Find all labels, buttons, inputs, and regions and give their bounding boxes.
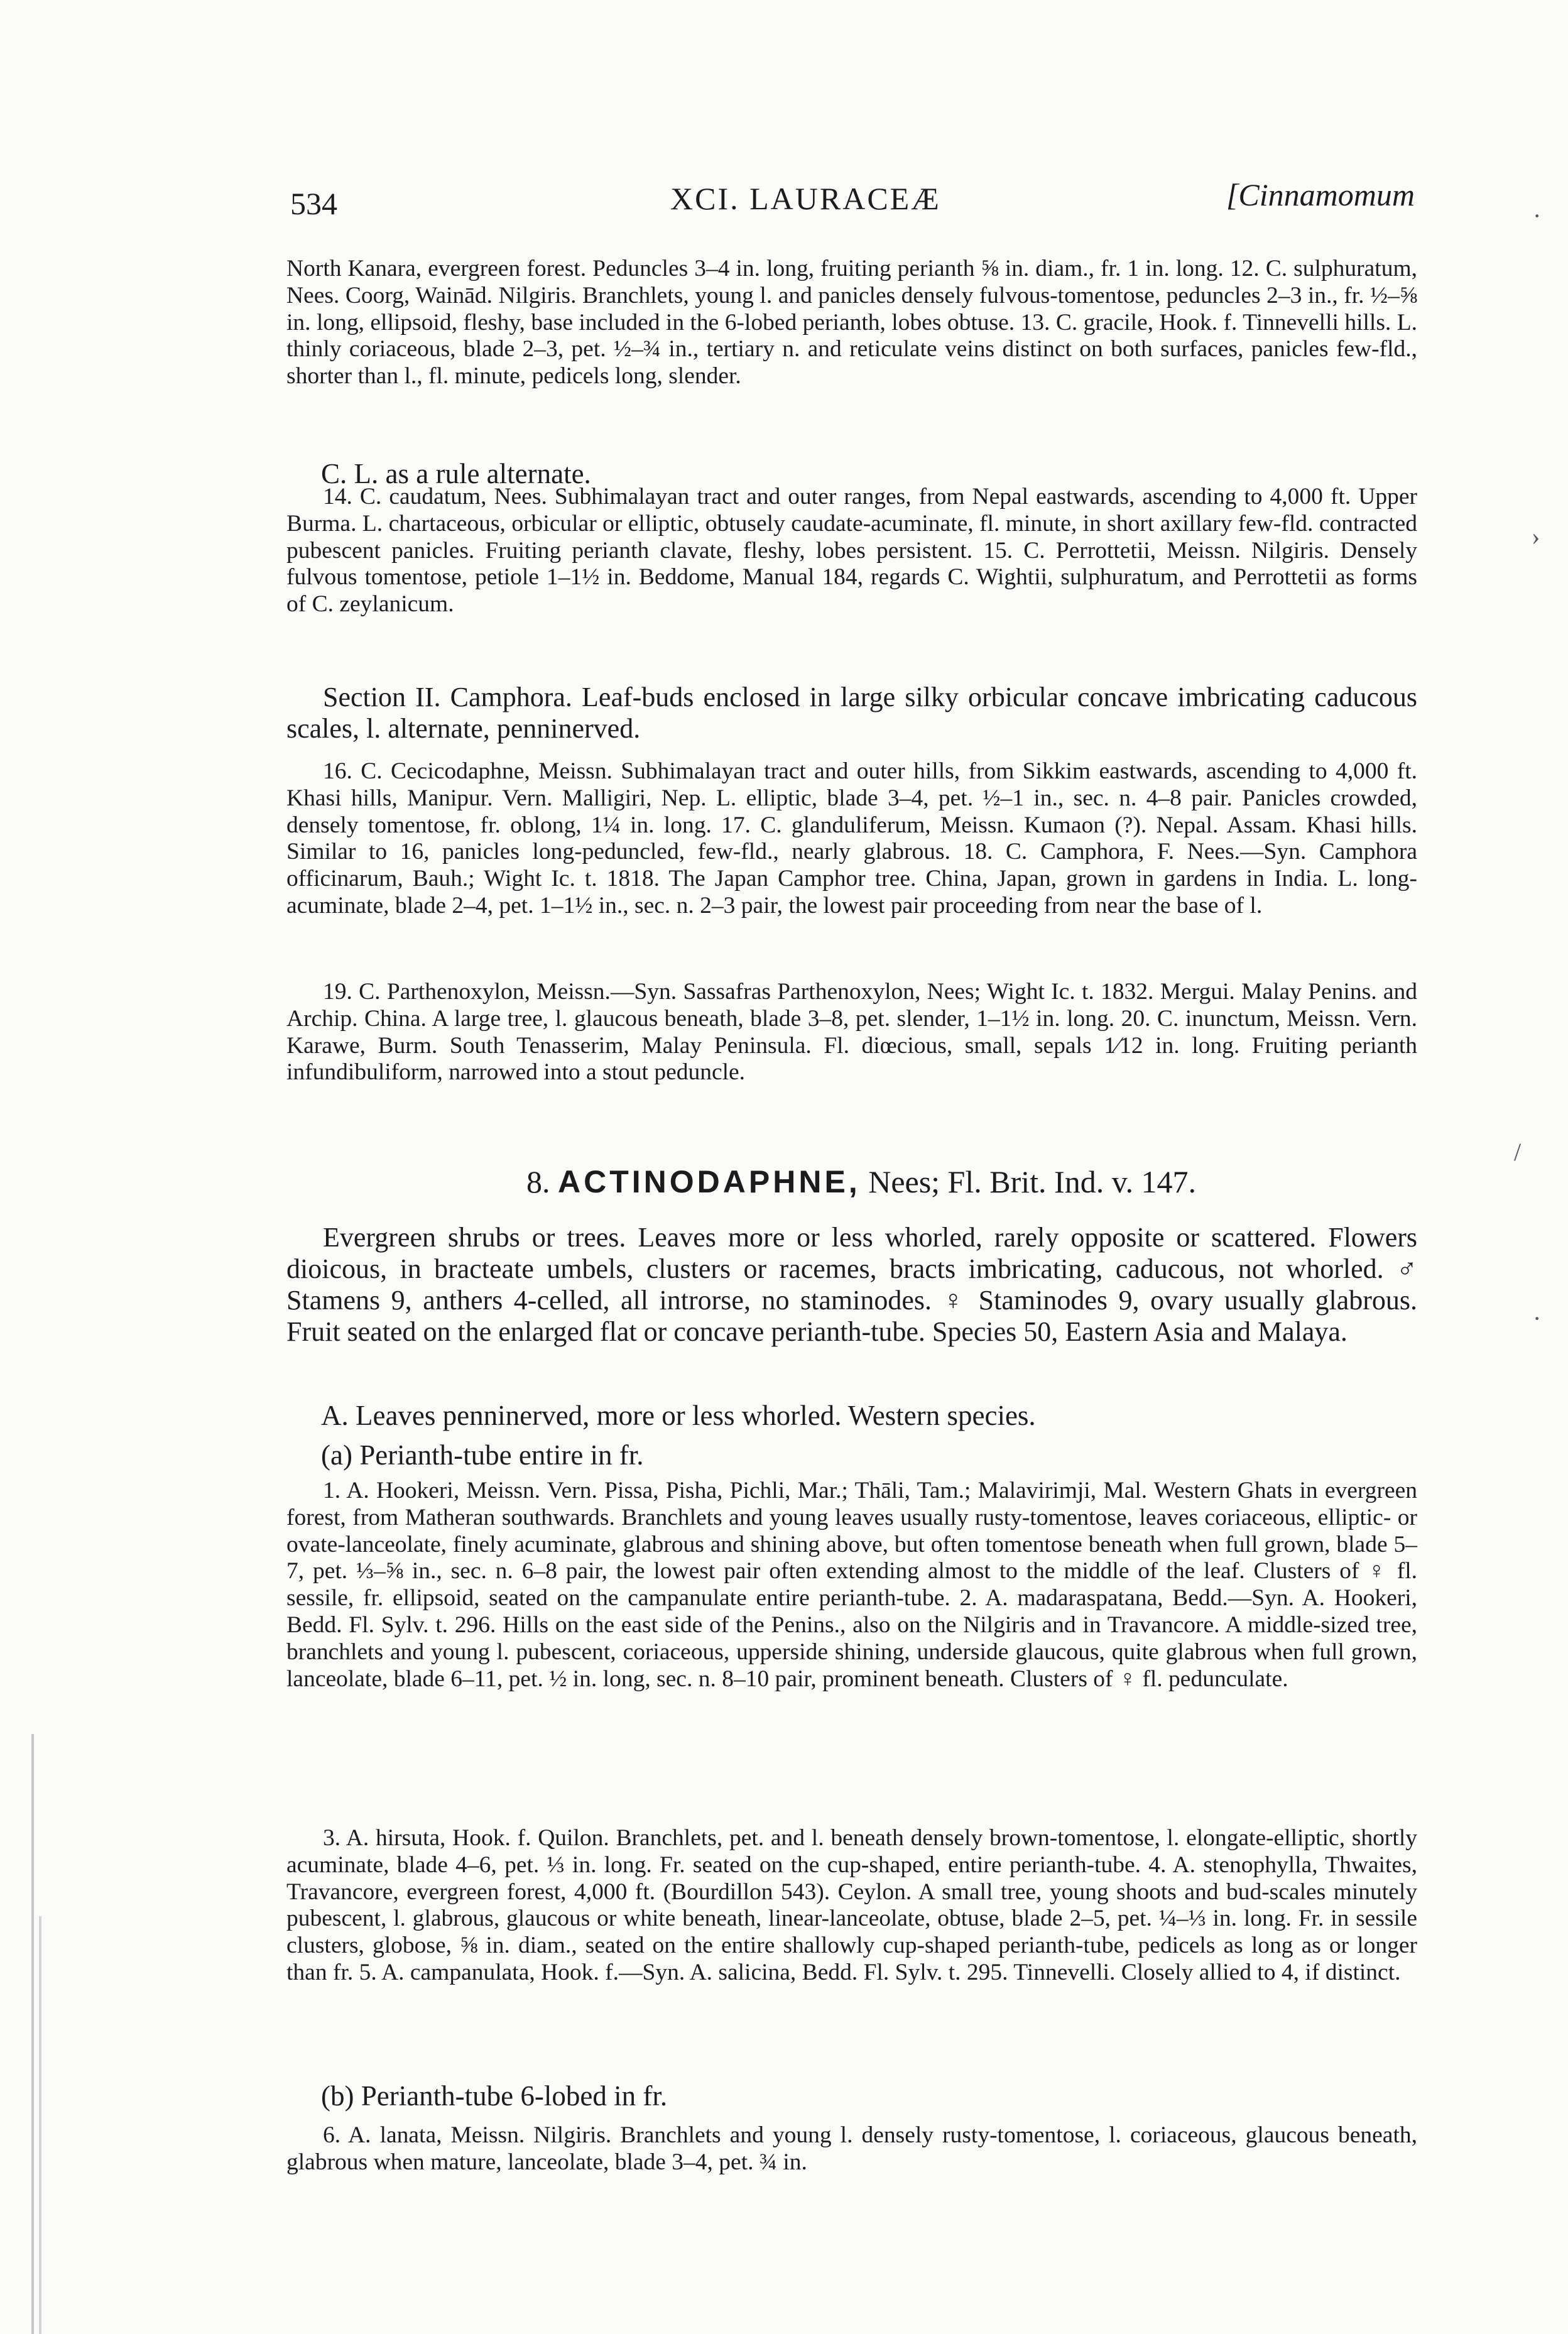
margin-mark: · <box>1533 202 1542 230</box>
subheading-a <box>286 1399 1417 1432</box>
subheading-b <box>286 2080 1417 2112</box>
scan-gutter-line <box>39 1916 41 2334</box>
section-heading: Section II. Camphora. Leaf-buds enclosed in large silky orbicular concave imbricating caducous scales, l. alternate, penninerved. <box>286 682 1417 744</box>
running-head: [Cinnamomum <box>1226 177 1415 212</box>
margin-mark: / <box>1514 1138 1522 1166</box>
paragraph: 6. A. lanata, Meissn. Nilgiris. Branchlets and young l. densely rusty-tomentose, l. coriaceous, glaucous beneath, glabrous when mature, lanceolate, blade 3–4, pet. ¾ in. <box>286 2122 1417 2175</box>
genus-heading <box>286 1164 1417 1200</box>
genus-number: 8. <box>526 1164 550 1199</box>
paragraph: 1. A. Hookeri, Meissn. Vern. Pissa, Pisha, Pichli, Mar.; Thāli, Tam.; Malavirimji, Mal. Western Ghats in evergreen forest, from Matheran southwards. Branchlets and young leaves usually rusty-tomentose, leaves coriaceous, elliptic- or ovate-lanceolate, finely acuminate, glabrous and shining above, but often tomentose beneath when full grown, blade 5–7, pet. ⅓–⅝ in., sec. n. 6–8 pair, the lowest pair often extending almost to the middle of the leaf. Clusters of ♀ fl. sessile, fr. ellipsoid, seated on the campanulate entire perianth-tube. 2. A. madaraspatana, Bedd.—Syn. A. Hookeri, Bedd. Fl. Sylv. t. 296. Hills on the east side of the Penins., also on the Nilgiris and in Travancore. A middle-sized tree, branchlets and young l. pubescent, coriaceous, upperside shining, underside glaucous, quite glabrous when full grown, lanceolate, blade 6–11, pet. ½ in. long, sec. n. 8–10 pair, prominent beneath. Clusters of ♀ fl. pedunculate. <box>286 1478 1417 1692</box>
paragraph: 19. C. Parthenoxylon, Meissn.—Syn. Sassafras Parthenoxylon, Nees; Wight Ic. t. 1832. Mergui. Malay Penins. and Archip. China. A large tree, l. glaucous beneath, blade 3–8, pet. slender, 1–1½ in. long. 20. C. inunctum, Meissn. Vern. Karawe, Burm. South Tenasserim, Malay Peninsula. Fl. diœcious, small, sepals 1⁄12 in. long. Fruiting perianth infundibuliform, narrowed into a stout peduncle. <box>286 979 1417 1086</box>
genus-description <box>286 1222 1417 1348</box>
subheading: C. L. as a rule alternate. <box>321 458 591 489</box>
species-block-3 <box>286 758 1417 920</box>
paragraph: 14. C. caudatum, Nees. Subhimalayan tract and outer ranges, from Nepal eastwards, ascending to 4,000 ft. Upper Burma. L. chartaceous, orbicular or elliptic, obtusely caudate-acuminate, fl. minute, in short axillary few-fld. contracted pubescent panicles. Fruiting perianth clavate, fleshy, lobes persistent. 15. C. Perrottetii, Meissn. Nilgiris. Densely fulvous tomentose, petiole 1–1½ in. Beddome, Manual 184, regards C. Wightii, sulphuratum, and Perrottetii as forms of C. zeylanicum. <box>286 484 1417 618</box>
scan-gutter-line <box>31 1734 34 2334</box>
subheading: (b) Perianth-tube 6-lobed in fr. <box>321 2080 668 2112</box>
page-number: 534 <box>290 186 337 221</box>
margin-mark: · <box>1533 1304 1542 1333</box>
margin-mark: › <box>1532 522 1540 550</box>
genus-name: ACTINODAPHNE, <box>558 1164 861 1199</box>
species-block-5 <box>286 1478 1417 1693</box>
species-block-1 <box>286 256 1417 390</box>
paragraph: 3. A. hirsuta, Hook. f. Quilon. Branchlets, pet. and l. beneath densely brown-tomentose, l. elongate-elliptic, shortly acuminate, blade 4–6, pet. ⅓ in. long. Fr. seated on the cup-shaped, entire perianth-tube. 4. A. stenophylla, Thwaites, Travancore, evergreen forest, 4,000 ft. (Bourdillon 543). Ceylon. A small tree, young shoots and bud-scales minutely pubescent, l. glabrous, glaucous or white beneath, linear-lanceolate, obtuse, blade 2–5, pet. ¼–⅓ in. long. Fr. in sessile clusters, globose, ⅝ in. diam., seated on the entire shallowly cup-shaped perianth-tube, pedicels as long as or longer than fr. 5. A. campanulata, Hook. f.—Syn. A. salicina, Bedd. Fl. Sylv. t. 295. Tinnevelli. Closely allied to 4, if distinct. <box>286 1825 1417 1985</box>
family-title: XCI. LAURACEÆ <box>670 181 941 216</box>
species-block-6 <box>286 1825 1417 1987</box>
species-block-4 <box>286 979 1417 1086</box>
subheading: A. Leaves penninerved, more or less whorled. Western species. <box>321 1400 1036 1431</box>
subheading-a-a <box>286 1439 1417 1471</box>
paragraph: 16. C. Cecicodaphne, Meissn. Subhimalayan tract and outer hills, from Sikkim eastwards, ascending to 4,000 ft. Khasi hills, Manipur. Vern. Malligiri, Nep. L. elliptic, blade 3–4, pet. ½–1 in., sec. n. 4–8 pair. Panicles crowded, densely tomentose, fr. oblong, 1¼ in. long. 17. C. glanduliferum, Meissn. Kumaon (?). Nepal. Assam. Khasi hills. Similar to 16, panicles long-peduncled, few-fld., nearly glabrous. 18. C. Camphora, F. Nees.—Syn. Camphora officinarum, Bauh.; Wight Ic. t. 1818. The Japan Camphor tree. China, Japan, grown in gardens in India. L. long-acuminate, blade 2–4, pet. 1–1½ in., sec. n. 2–3 pair, the lowest pair proceeding from near the base of l. <box>286 758 1417 919</box>
species-block-2 <box>286 484 1417 618</box>
genus-authority: Nees; Fl. Brit. Ind. v. 147. <box>868 1164 1196 1199</box>
page-header <box>290 166 1415 226</box>
paragraph: Evergreen shrubs or trees. Leaves more or less whorled, rarely opposite or scattered. Flowers dioicous, in bracteate umbels, clusters or racemes, bracts imbricating, caducous, not whorled. ♂ Stamens 9, anthers 4-celled, all introrse, no staminodes. ♀ Staminodes 9, ovary usually glabrous. Fruit seated on the enlarged flat or concave perianth-tube. Species 50, Eastern Asia and Malaya. <box>286 1222 1417 1347</box>
species-block-7 <box>286 2122 1417 2176</box>
paragraph: North Kanara, evergreen forest. Peduncles 3–4 in. long, fruiting perianth ⅝ in. diam., fr. 1 in. long. 12. C. sulphuratum, Nees. Coorg, Wainād. Nilgiris. Branchlets, young l. and panicles densely fulvous-tomentose, peduncles 2–3 in., fr. ½–⅝ in. long, ellipsoid, fleshy, base included in the 6-lobed perianth, lobes obtuse. 13. C. gracile, Hook. f. Tinnevelli hills. L. thinly coriaceous, blade 2–3, pet. ½–¾ in., tertiary n. and reticulate veins distinct on both surfaces, panicles few-fld., shorter than l., fl. minute, pedicels long, slender. <box>286 256 1417 390</box>
section-camphora <box>286 682 1417 744</box>
subheading: (a) Perianth-tube entire in fr. <box>321 1439 644 1471</box>
